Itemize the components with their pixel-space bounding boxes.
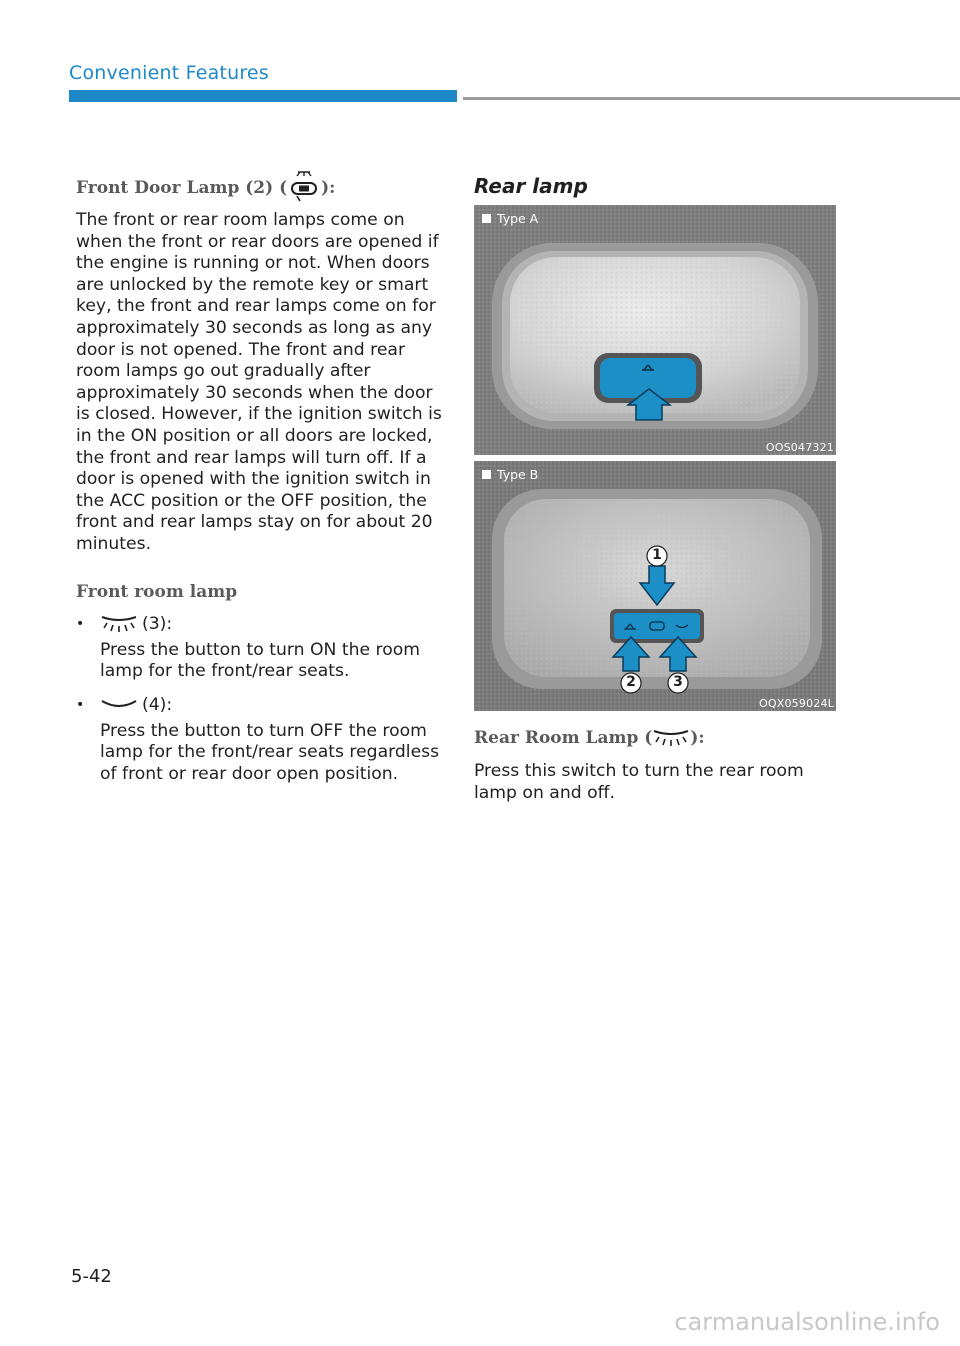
rear-room-lamp-heading: Rear Room Lamp ( ):	[474, 728, 705, 748]
bullet-label: (4):	[142, 694, 173, 715]
rear-lamp-title: Rear lamp	[474, 174, 588, 198]
room-lamp-on-icon	[100, 614, 138, 634]
header-rule	[463, 97, 960, 100]
figure-type-label: Type A	[482, 211, 538, 226]
door-lamp-icon	[287, 168, 321, 208]
figure-type-a	[474, 205, 836, 455]
left-column	[76, 168, 446, 785]
front-door-lamp-heading: Front Door Lamp (2) ( ):	[76, 168, 446, 208]
bullet-description: Press the button to turn ON the room lamp for the front/rear seats.	[100, 639, 420, 682]
figure-code: OOS047321	[765, 441, 834, 454]
header-section-title: Convenient Features	[69, 62, 269, 84]
bullet-item-room-on	[76, 614, 446, 634]
bullet-description: Press the button to turn OFF the room lamp for the front/rear seats regardless of front or rear door open position.	[100, 720, 440, 784]
bullet-dot: •	[76, 696, 85, 713]
front-door-lamp-description: The front or rear room lamps come on when the front or rear doors are opened if the engine is running or not. When doors are unlocked by the remote key or smart key, the front and rear lamps come on for approximately 30 seconds as long as any door is not opened. The front and rear room lamps go out gradually after approximately 30 seconds when the door is closed. However, if the ignition switch is in the ON position or all doors are locked, the front and rear lamps will turn off. If a door is opened with the ignition switch in the ACC position or the OFF position, the front and rear lamps stay on for about 20 minutes.	[76, 210, 442, 554]
page-number: 5-42	[71, 1266, 112, 1287]
rear-room-lamp-description: Press this switch to turn the rear room lamp on and off.	[474, 761, 804, 803]
watermark: carmanualsonline.info	[674, 1308, 940, 1336]
header-accent-bar	[69, 90, 457, 102]
figure-type-label: Type B	[482, 467, 538, 482]
bullet-item-room-off	[76, 695, 446, 715]
bullet-dot: •	[76, 615, 85, 632]
bullet-label: (3):	[142, 613, 173, 634]
figure-type-b	[474, 461, 836, 711]
callout-3: 3	[673, 674, 683, 690]
figure-code: OQX059024L	[759, 697, 834, 710]
front-room-lamp-heading: Front room lamp	[76, 581, 238, 602]
callout-2: 2	[626, 674, 636, 690]
right-column	[474, 170, 836, 804]
room-lamp-off-icon	[100, 695, 138, 715]
room-lamp-on-icon	[652, 728, 690, 748]
callout-1: 1	[652, 547, 662, 563]
